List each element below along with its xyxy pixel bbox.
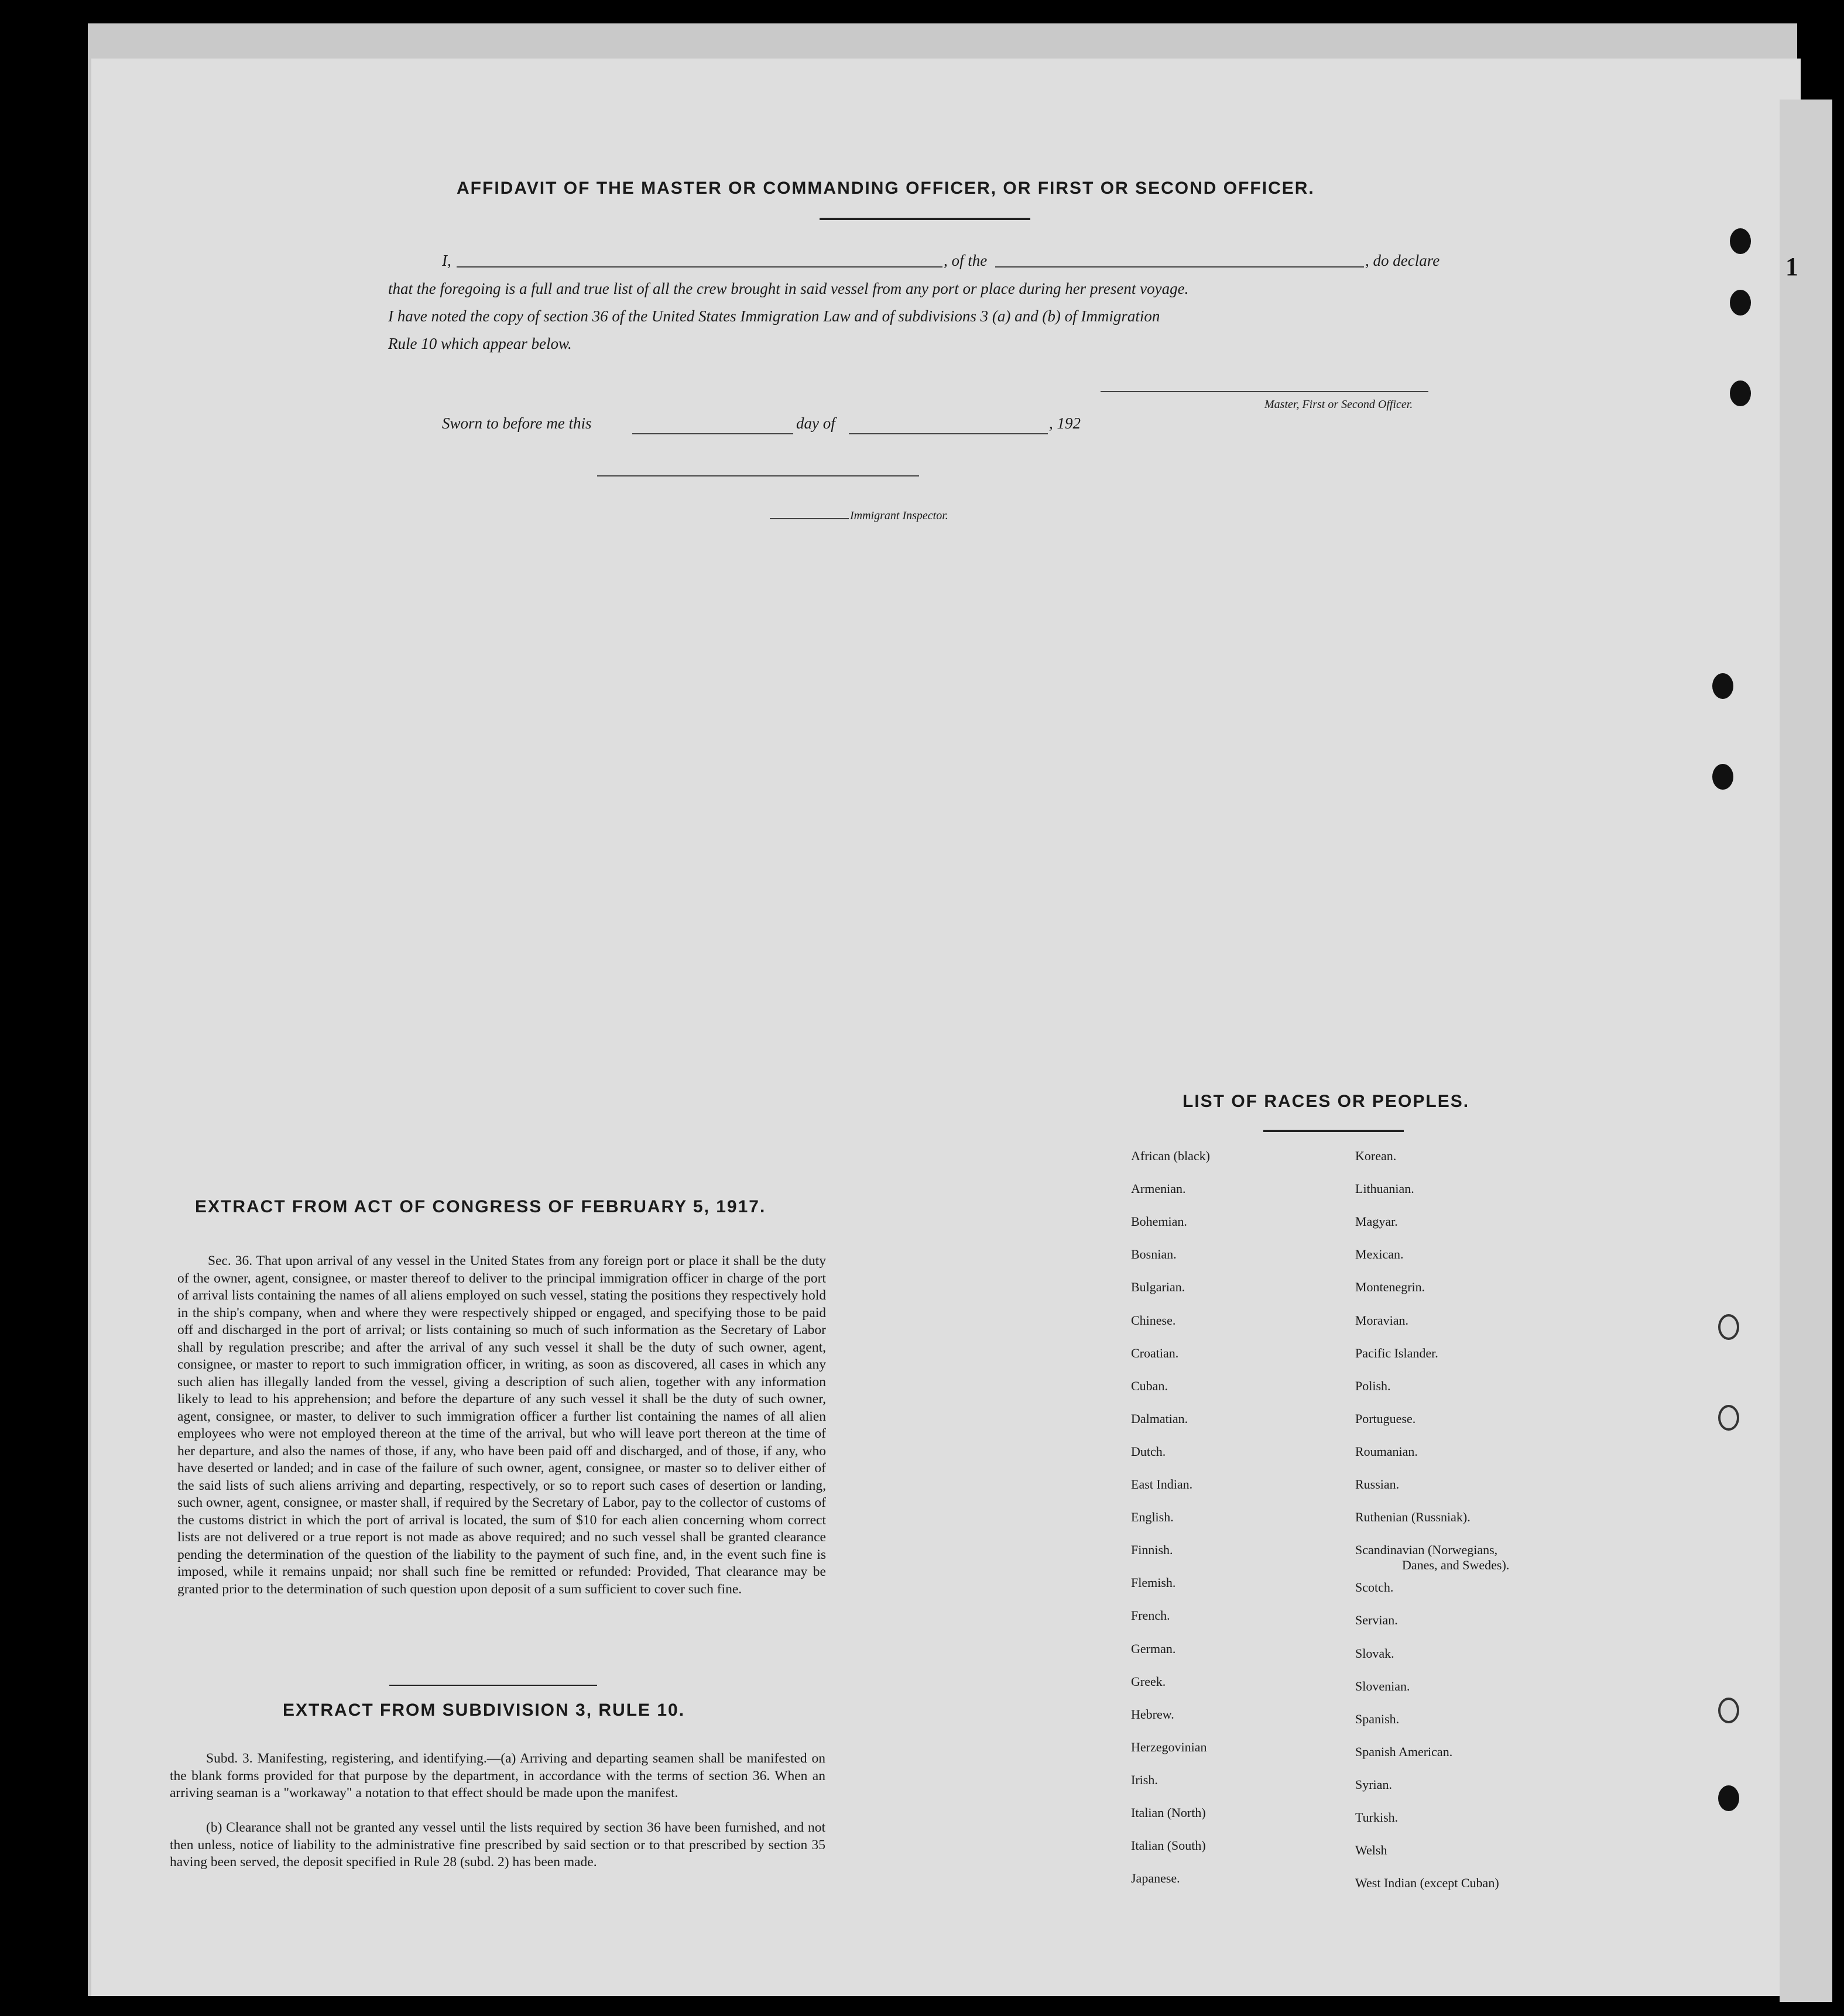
race-item: Italian (South) [1131, 1838, 1206, 1853]
sworn-month-field[interactable] [849, 433, 1048, 434]
affidavit-body-line3: I have noted the copy of section 36 of the United States Immigration Law and of subdivisions 3 (a) and (b) of Immigration [388, 307, 1160, 325]
race-item: Welsh [1355, 1843, 1387, 1858]
race-item: Mexican. [1355, 1247, 1404, 1262]
race-item: Servian. [1355, 1613, 1398, 1628]
race-item-continuation: Danes, and Swedes). [1402, 1558, 1510, 1573]
punch-hole-icon [1718, 1785, 1739, 1811]
race-item: Syrian. [1355, 1777, 1392, 1792]
section-36-text: Sec. 36. That upon arrival of any vessel in the United States from any foreign port or place it shall be the duty of the owner, agent, consignee, or master thereof to deliver to the principal immigration officer in charge of the port of arrival lists containing the names of all aliens employed on such vessel, stating the positions they respectively hold in the ship's company, when and where they were respectively shipped or engaged, and specifying those to be paid off and discharged in the port of arrival; or lists containing so much of such information as the Secretary of Labor shall by regulation prescribe; and after the arrival of any such vessel it shall be the duty of such owner, agent, consignee, or master to report to such immigration officer, in writing, as soon as discovered, all cases in which any such alien has illegally landed from the vessel, giving a description of such alien, together with any information likely to lead to his apprehension; and before the departure of any such vessel it shall be the duty of such owner, agent, consignee, or master, to deliver to such immigration officer a further list containing the names of all alien employees who were not employed thereon at the time of the arrival, but who will leave port thereon at the time of her departure, and also the names of those, if any, who have been paid off and discharged, and of those, if any, who have deserted or landed; and in case of the failure of such owner, agent, consignee, or master so to deliver either of the said lists of such aliens arriving and departing, respectively, or so to report such cases of desertion or landing, such owner, agent, consignee, or master shall, if required by the Secretary of Labor, pay to the collector of customs of the customs district in which the port of arrival is located, the sum of $10 for each alien concerning whom correct lists are not delivered or a true report is not made as above required; and no such vessel shall be granted clearance pending the determination of the question of the liability to the payment of such fine, and, in the event such fine is imposed, while it remains unpaid; nor shall such fine be remitted or refunded: Provided, That clearance may be granted prior to the determination of such question upon deposit of a sum sufficient to cover such fine. [177, 1253, 826, 1597]
race-item: Armenian. [1131, 1181, 1186, 1196]
section-divider [389, 1685, 597, 1686]
inspector-caption: Immigrant Inspector. [850, 509, 948, 522]
race-item: Korean. [1355, 1148, 1397, 1163]
vessel-name-field[interactable] [995, 266, 1364, 268]
race-item: Japanese. [1131, 1871, 1180, 1886]
punch-hole-icon [1712, 673, 1733, 699]
declare-suffix: , do declare [1365, 252, 1440, 269]
race-item: Dalmatian. [1131, 1411, 1188, 1426]
rule-10-subd-b-text: (b) Clearance shall not be granted any vessel until the lists required by section 36 have been furnished, and not then unless, notice of liability to the administrative fine prescribed by said section or to that prescribed by section 35 having been served, the deposit specified in Rule 28 (subd. 2) has been made. [170, 1820, 825, 1870]
race-item: Turkish. [1355, 1810, 1399, 1825]
affidavit-title: AFFIDAVIT OF THE MASTER OR COMMANDING OFFICER, OR FIRST OR SECOND OFFICER. [457, 179, 1315, 198]
race-item: Greek. [1131, 1674, 1166, 1689]
officer-signature-caption: Master, First or Second Officer. [1264, 398, 1413, 411]
race-item: Russian. [1355, 1477, 1400, 1492]
affidavit-body-line4: Rule 10 which appear below. [388, 335, 572, 352]
race-item: Bohemian. [1131, 1214, 1187, 1229]
race-item: Spanish American. [1355, 1744, 1453, 1759]
race-item: French. [1131, 1608, 1170, 1623]
race-item: Moravian. [1355, 1312, 1409, 1328]
sworn-year: , 192 [1049, 414, 1081, 432]
race-item: Polish. [1355, 1378, 1391, 1393]
race-item: West Indian (except Cuban) [1355, 1876, 1499, 1891]
race-item: Dutch. [1131, 1444, 1166, 1459]
race-item: Roumanian. [1355, 1444, 1418, 1459]
race-item: English. [1131, 1510, 1174, 1525]
race-item: Hebrew. [1131, 1706, 1174, 1722]
race-item: Slovak. [1355, 1645, 1394, 1661]
title-rule [820, 218, 1030, 220]
punch-hole-icon [1730, 228, 1751, 254]
race-item: Bosnian. [1131, 1247, 1177, 1262]
race-item: Finnish. [1131, 1542, 1173, 1558]
declarant-prefix: I, [442, 252, 451, 269]
punch-hole-icon [1718, 1698, 1739, 1723]
vessel-prefix: , of the [944, 252, 988, 269]
race-item: Bulgarian. [1131, 1280, 1185, 1295]
rule-extract-title: EXTRACT FROM SUBDIVISION 3, RULE 10. [283, 1700, 685, 1720]
punch-hole-icon [1712, 764, 1733, 790]
race-item: Ruthenian (Russniak). [1355, 1510, 1471, 1525]
punch-hole-icon [1730, 380, 1751, 406]
sworn-day-field[interactable] [632, 433, 793, 434]
sworn-prefix: Sworn to before me this [442, 414, 592, 432]
race-item: Irish. [1131, 1772, 1158, 1787]
race-item: Italian (North) [1131, 1805, 1206, 1820]
race-item: Scandinavian (Norwegians, [1355, 1542, 1498, 1558]
race-item: Montenegrin. [1355, 1280, 1425, 1295]
rule-10-subd-a-text: Subd. 3. Manifesting, registering, and identifying.—(a) Arriving and departing seamen shall be manifested on the blank forms provided for that purpose by the department, in accordance with the terms of section 36. When an arriving seaman is a "workaway" a notation to that effect should be made upon the manifest. [170, 1751, 825, 1801]
declarant-name-field[interactable] [457, 266, 942, 268]
race-item: Magyar. [1355, 1214, 1398, 1229]
race-item: Lithuanian. [1355, 1181, 1414, 1196]
race-item: Spanish. [1355, 1711, 1400, 1726]
inspector-signature-field[interactable] [597, 475, 919, 476]
punch-hole-icon [1718, 1314, 1739, 1340]
sworn-day-label: day of [796, 414, 835, 432]
page-number: 1 [1785, 252, 1798, 281]
adjacent-page-strip [1780, 100, 1832, 2002]
races-title: LIST OF RACES OR PEOPLES. [1183, 1092, 1470, 1111]
race-item: German. [1131, 1641, 1176, 1656]
race-item: Scotch. [1355, 1580, 1394, 1595]
punch-hole-icon [1718, 1405, 1739, 1431]
race-item: East Indian. [1131, 1477, 1193, 1492]
race-item: Croatian. [1131, 1345, 1179, 1360]
races-title-rule [1263, 1130, 1404, 1132]
race-item: Herzegovinian [1131, 1739, 1207, 1754]
race-item: Pacific Islander. [1355, 1345, 1438, 1360]
race-item: African (black) [1131, 1148, 1210, 1163]
inspector-caption-rule [770, 518, 849, 519]
act-extract-title: EXTRACT FROM ACT OF CONGRESS OF FEBRUARY 5, 1917. [195, 1197, 766, 1216]
race-item: Portuguese. [1355, 1411, 1416, 1426]
officer-signature-field[interactable] [1101, 391, 1428, 392]
race-item: Chinese. [1131, 1312, 1176, 1328]
affidavit-body-line2: that the foregoing is a full and true list of all the crew brought in said vessel from any port or place during her present voyage. [388, 280, 1189, 297]
race-item: Cuban. [1131, 1378, 1168, 1393]
race-item: Flemish. [1131, 1575, 1176, 1590]
race-item: Slovenian. [1355, 1678, 1410, 1693]
punch-hole-icon [1730, 290, 1751, 316]
